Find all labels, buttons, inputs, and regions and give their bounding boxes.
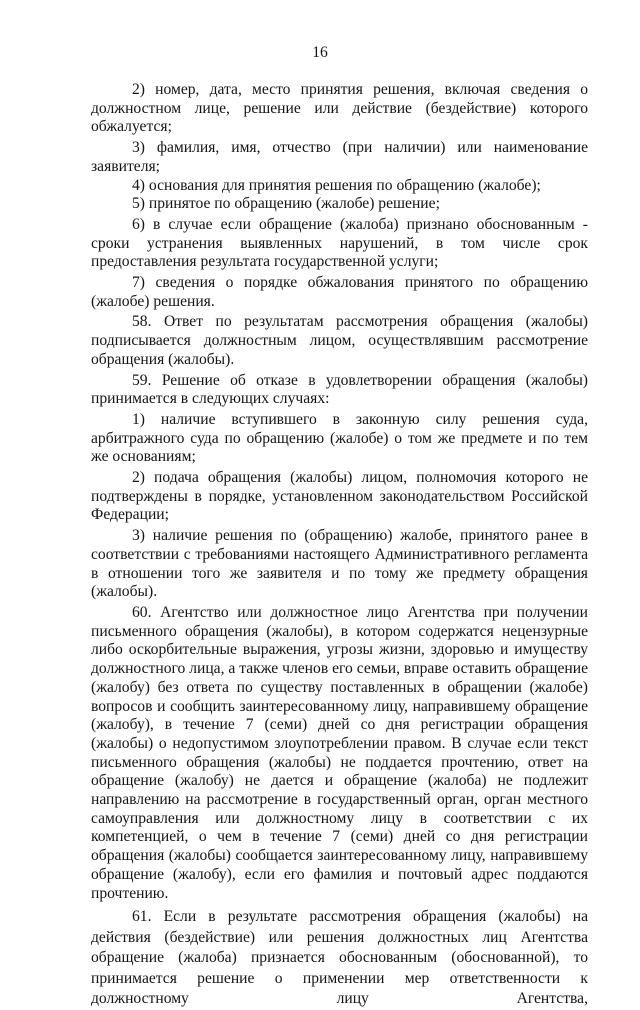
paragraph-item-6: 6) в случае если обращение (жалоба) признано обоснованным - сроки устранения выявленных нарушений, в том числе срок предоставления результата государственной услуги; xyxy=(91,215,588,271)
paragraph-61: 61. Если в результате рассмотрения обращения (жалобы) на действия (бездействие) или решения должностных лиц Агентства обращение (жалоба) признается обоснованным (обоснованной), то принимается решение о применении мер ответственности к должностному лицу Агентства, xyxy=(91,908,588,1008)
document-body xyxy=(91,81,588,1010)
paragraph-item-3: 3) фамилия, имя, отчество (при наличии) или наименование заявителя; xyxy=(91,139,588,175)
paragraph-59-item-1: 1) наличие вступившего в законную силу решения суда, арбитражного суда по обращению (жалобе) о том же предмете и по тем же основаниям; xyxy=(91,410,588,466)
paragraph-item-4: 4) основания для принятия решения по обращению (жалобе); xyxy=(132,176,541,194)
paragraph-60: 60. Агентство или должностное лицо Агентства при получении письменного обращения (жалобы), в котором содержатся нецензурные либо оскорбительные выражения, угрозы жизни, здоровью и имуществу должностного лица, а также членов его семьи, вправе оставить обращение (жалобу) без ответа по существу поставленных в обращении (жалобе) вопросов и сообщить заинтересованному лицу, направившему обращение (жалобу), в течение 7 (семи) дней со дня регистрации обращения (жалобы) о недопустимом злоупотреблении правом. В случае если текст письменного обращения (жалобы) не поддается прочтению, ответ на обращение (жалобу) не дается и обращение (жалоба) не подлежит направлению на рассмотрение в государственный орган, орган местного самоуправления или должностному лицу в соответствии с их компетенцией, о чем в течение 7 (семи) дней со дня регистрации обращения (жалобы) сообщается заинтересованному лицу, направившему обращение (жалобу), если его фамилия и почтовый адрес поддаются прочтению. xyxy=(91,603,588,902)
paragraph-59-item-2: 2) подача обращения (жалобы) лицом, полномочия которого не подтверждены в порядке, установленном законодательством Российской Федерации; xyxy=(91,469,588,524)
paragraph-59: 59. Решение об отказе в удовлетворении обращения (жалобы) принимается в следующих случаях: xyxy=(91,371,588,408)
page-number: 16 xyxy=(312,44,328,61)
paragraph-item-5: 5) принятое по обращению (жалобе) решение; xyxy=(132,195,440,213)
paragraph-59-item-3: 3) наличие решения по (обращению) жалобе, принятого ранее в соответствии с требованиями настоящего Административного регламента в отношении того же заявителя и по тому же предмету обращения (жалобы). xyxy=(91,527,588,601)
paragraph-item-2: 2) номер, дата, место принятия решения, включая сведения о должностном лице, решение или действие (бездействие) которого обжалуется; xyxy=(91,81,588,136)
paragraph-item-7: 7) сведения о порядке обжалования принятого по обращению (жалобе) решения. xyxy=(91,274,588,310)
paragraph-58: 58. Ответ по результатам рассмотрения обращения (жалобы) подписывается должностным лицом, осуществлявшим рассмотрение обращения (жалобы). xyxy=(91,313,588,368)
